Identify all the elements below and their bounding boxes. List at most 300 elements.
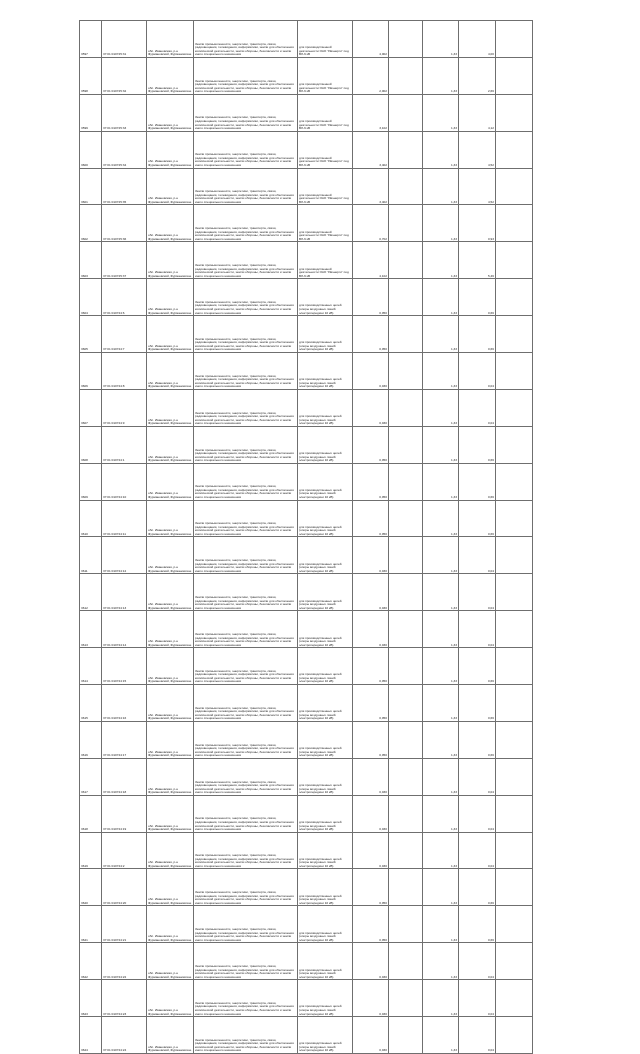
permitted-use-cell: для производственных целей (опоры воздушных линий электропередачи 10 кВ) [298,685,353,722]
land-category-cell: Земли промышленности, энергетики, транспорта, связи, радиовещания, телевидения, информатики, земли для обеспечения космической деятельности, земли обороны, безопасности и земли иного специального назначения [194,279,298,316]
area-cell: 0,030 [353,795,389,832]
empty-cell [496,648,533,685]
rate-cell: 1,33 [423,537,459,574]
permitted-use-cell: для производственных целей (опоры воздушных линий электропередачи 10 кВ) [298,426,353,463]
empty-cell [496,316,533,353]
address-cell: обл. Ивановская, р-н Фурмановский, Фурмановское [147,57,194,94]
area-cell: 0,030 [353,943,389,980]
cadastral-number-cell: 37:01:010724:23 [102,980,147,1017]
rate-cell: 1,33 [423,869,459,906]
address-cell: обл. Ивановская, р-н Фурмановский, Фурмановское [147,463,194,500]
empty-cell [496,906,533,943]
address-cell: обл. Ивановская, р-н Фурмановский, Фурмановское [147,980,194,1017]
address-cell: обл. Ивановская, р-н Фурмановский, Фурмановское [147,131,194,168]
rate-cell: 1,33 [423,721,459,758]
sum-cell: 0,04 [459,832,496,869]
rate-cell: 1,33 [423,574,459,611]
row-number-cell: 3604 [80,279,102,316]
cadastral-number-cell: 37:01:010724:20 [102,869,147,906]
land-category-cell: Земли промышленности, энергетики, транспорта, связи, радиовещания, телевидения, информатики, земли для обеспечения космической деятельности, земли обороны, безопасности и земли иного специального назначения [194,537,298,574]
address-cell: обл. Ивановская, р-н Фурмановский, Фурмановское [147,685,194,722]
table-row [80,57,533,94]
sum-cell: 0,04 [459,353,496,390]
table-row [80,537,533,574]
permitted-use-cell: для производственных целей (опоры воздушных линий электропередачи 10 кВ) [298,279,353,316]
table-row [80,389,533,426]
empty-cell [389,94,423,131]
table-row [80,1017,533,1054]
land-category-cell: Земли промышленности, энергетики, транспорта, связи, радиовещания, телевидения, информатики, земли для обеспечения космической деятельности, земли обороны, безопасности и земли иного специального назначения [194,500,298,537]
row-number-cell: 3620 [80,869,102,906]
sum-cell: 0,66 [459,869,496,906]
empty-cell [389,279,423,316]
table-row [80,353,533,390]
permitted-use-cell: для производственных целей (опоры воздушных линий электропередачи 10 кВ) [298,648,353,685]
land-category-cell: Земли промышленности, энергетики, транспорта, связи, радиовещания, телевидения, информатики, земли для обеспечения космической деятельности, земли обороны, безопасности и земли иного специального назначения [194,389,298,426]
sum-cell: 0,66 [459,685,496,722]
area-cell: 0,050 [353,426,389,463]
rate-cell: 1,33 [423,758,459,795]
cadastral-number-cell: 37:01:010724:14 [102,611,147,648]
sum-cell: 0,66 [459,316,496,353]
land-category-cell: Земли промышленности, энергетики, транспорта, связи, радиовещания, телевидения, информатики, земли для обеспечения космической деятельности, земли обороны, безопасности и земли иного специального назначения [194,648,298,685]
area-cell: 0,050 [353,721,389,758]
empty-cell [496,832,533,869]
empty-cell [389,389,423,426]
land-category-cell: Земли промышленности, энергетики, транспорта, связи, радиовещания, телевидения, информатики, земли для обеспечения космической деятельности, земли обороны, безопасности и земли иного специального назначения [194,721,298,758]
sum-cell: 0,66 [459,500,496,537]
permitted-use-cell: для производственной деятельности ОАО "Ивэнерго" под ВЛ-6 кВ [298,21,353,58]
empty-cell [389,980,423,1017]
empty-cell [496,537,533,574]
rate-cell: 1,33 [423,389,459,426]
permitted-use-cell: для производственной деятельности ОАО "Ивэнерго" под ВЛ-6 кВ [298,168,353,205]
empty-cell [389,537,423,574]
empty-cell [389,574,423,611]
empty-cell [389,353,423,390]
empty-cell [496,21,533,58]
sum-cell: 0,66 [459,648,496,685]
table-row [80,685,533,722]
row-number-cell: 3601 [80,168,102,205]
rate-cell: 1,33 [423,168,459,205]
table-row [80,279,533,316]
permitted-use-cell: для производственных целей (опоры воздушных линий электропередачи 10 кВ) [298,389,353,426]
empty-cell [496,205,533,242]
cadastral-number-cell: 37:01:010724:12 [102,537,147,574]
land-category-cell: Земли промышленности, энергетики, транспорта, связи, радиовещания, телевидения, информатики, земли для обеспечения космической деятельности, земли обороны, безопасности и земли иного специального назначения [194,906,298,943]
sum-cell: 0,66 [459,426,496,463]
rate-cell: 1,33 [423,795,459,832]
cadastral-number-cell: 37:01:010724:21 [102,906,147,943]
row-number-cell: 3615 [80,685,102,722]
table-row [80,574,533,611]
cadastral-number-cell: 37:01:010724:6 [102,279,147,316]
land-category-cell: Земли промышленности, энергетики, транспорта, связи, радиовещания, телевидения, информатики, земли для обеспечения космической деятельности, земли обороны, безопасности и земли иного специального назначения [194,943,298,980]
land-category-cell: Земли промышленности, энергетики, транспорта, связи, радиовещания, телевидения, информатики, земли для обеспечения космической деятельности, земли обороны, безопасности и земли иного специального назначения [194,21,298,58]
empty-cell [389,463,423,500]
area-cell: 4,002 [353,21,389,58]
empty-cell [496,279,533,316]
empty-cell [496,1017,533,1054]
empty-cell [496,574,533,611]
address-cell: обл. Ивановская, р-н Фурмановский, Фурмановское [147,168,194,205]
permitted-use-cell: для производственной деятельности ОАО "Ивэнерго" под ВЛ-6 кВ [298,131,353,168]
permitted-use-cell: для производственных целей (опоры воздушных линий электропередачи 10 кВ) [298,758,353,795]
cadastral-number-cell: 37:01:010724:17 [102,721,147,758]
table-row [80,131,533,168]
land-category-cell: Земли промышленности, энергетики, транспорта, связи, радиовещания, телевидения, информатики, земли для обеспечения космической деятельности, земли обороны, безопасности и земли иного специального назначения [194,611,298,648]
rate-cell: 1,33 [423,463,459,500]
sum-cell: 4,52 [459,131,496,168]
empty-cell [496,168,533,205]
empty-cell [496,721,533,758]
cadastral-number-cell: 37:01:010724:11 [102,500,147,537]
permitted-use-cell: для производственной деятельности ОАО "Ивэнерго" под ВЛ-6 кВ [298,205,353,242]
cadastral-number-cell: 37:01:010724:22 [102,943,147,980]
permitted-use-cell: для производственных целей (опоры воздушных линий электропередачи 10 кВ) [298,611,353,648]
row-number-cell: 3606 [80,353,102,390]
permitted-use-cell: для производственных целей (опоры воздушных линий электропередачи 10 кВ) [298,316,353,353]
cadastral-number-cell: 37:01:010725:31 [102,21,147,58]
empty-cell [496,353,533,390]
sum-cell: 0,04 [459,389,496,426]
rate-cell: 1,33 [423,980,459,1017]
address-cell: обл. Ивановская, р-н Фурмановский, Фурмановское [147,94,194,131]
permitted-use-cell: для производственных целей (опоры воздушных линий электропередачи 10 кВ) [298,1017,353,1054]
table-row [80,500,533,537]
address-cell: обл. Ивановская, р-н Фурмановский, Фурмановское [147,721,194,758]
rate-cell: 1,33 [423,353,459,390]
empty-cell [389,205,423,242]
land-category-cell: Земли промышленности, энергетики, транспорта, связи, радиовещания, телевидения, информатики, земли для обеспечения космической деятельности, земли обороны, безопасности и земли иного специального назначения [194,57,298,94]
address-cell: обл. Ивановская, р-н Фурмановский, Фурмановское [147,1017,194,1054]
cadastral-number-cell: 37:01:010725:37 [102,242,147,279]
table-row [80,980,533,1017]
empty-cell [389,500,423,537]
sum-cell: 0,93 [459,205,496,242]
table-row [80,869,533,906]
area-cell: 0,030 [353,758,389,795]
row-number-cell: 3624 [80,1017,102,1054]
address-cell: обл. Ивановская, р-н Фурмановский, Фурмановское [147,279,194,316]
table-row [80,463,533,500]
row-number-cell: 3612 [80,574,102,611]
cadastral-number-cell: 37:01:010724:15 [102,648,147,685]
empty-cell [496,426,533,463]
empty-cell [389,21,423,58]
rate-cell: 1,33 [423,279,459,316]
rate-cell: 1,33 [423,943,459,980]
rate-cell: 1,33 [423,648,459,685]
address-cell: обл. Ивановская, р-н Фурмановский, Фурмановское [147,316,194,353]
address-cell: обл. Ивановская, р-н Фурмановский, Фурмановское [147,943,194,980]
empty-cell [389,832,423,869]
permitted-use-cell: для производственных целей (опоры воздушных линий электропередачи 10 кВ) [298,980,353,1017]
area-cell: 0,030 [353,611,389,648]
cadastral-number-cell: 37:01:010724:18 [102,758,147,795]
permitted-use-cell: для производственной деятельности ОАО "Ивэнерго" под ВЛ-6 кВ [298,57,353,94]
row-number-cell: 3614 [80,648,102,685]
rate-cell: 1,33 [423,205,459,242]
cadastral-number-cell: 37:01:010725:33 [102,94,147,131]
table-row [80,94,533,131]
sum-cell: 5,46 [459,242,496,279]
empty-cell [389,426,423,463]
area-cell: 0,030 [353,1017,389,1054]
row-number-cell: 3617 [80,758,102,795]
address-cell: обл. Ивановская, р-н Фурмановский, Фурмановское [147,906,194,943]
row-number-cell: 3605 [80,316,102,353]
land-category-cell: Земли промышленности, энергетики, транспорта, связи, радиовещания, телевидения, информатики, земли для обеспечения космической деятельности, земли обороны, безопасности и земли иного специального назначения [194,316,298,353]
empty-cell [389,721,423,758]
area-cell: 0,050 [353,648,389,685]
land-category-cell: Земли промышленности, энергетики, транспорта, связи, радиовещания, телевидения, информатики, земли для обеспечения космической деятельности, земли обороны, безопасности и земли иного специального назначения [194,205,298,242]
empty-cell [389,242,423,279]
sum-cell: 0,04 [459,537,496,574]
address-cell: обл. Ивановская, р-н Фурмановский, Фурмановское [147,648,194,685]
empty-cell [496,758,533,795]
permitted-use-cell: для производственных целей (опоры воздушных линий электропередачи 10 кВ) [298,943,353,980]
row-number-cell: 3613 [80,611,102,648]
permitted-use-cell: для производственных целей (опоры воздушных линий электропередачи 10 кВ) [298,463,353,500]
empty-cell [496,57,533,94]
table-row [80,795,533,832]
rate-cell: 1,33 [423,906,459,943]
empty-cell [389,648,423,685]
address-cell: обл. Ивановская, р-н Фурмановский, Фурмановское [147,242,194,279]
table-row [80,426,533,463]
area-cell: 0,050 [353,869,389,906]
address-cell: обл. Ивановская, р-н Фурмановский, Фурмановское [147,832,194,869]
cadastral-number-cell: 37:01:010724:7 [102,316,147,353]
empty-cell [496,685,533,722]
sum-cell: 0,04 [459,611,496,648]
sum-cell: 4,52 [459,168,496,205]
land-category-cell: Земли промышленности, энергетики, транспорта, связи, радиовещания, телевидения, информатики, земли для обеспечения космической деятельности, земли обороны, безопасности и земли иного специального назначения [194,168,298,205]
permitted-use-cell: для производственных целей (опоры воздушных линий электропередачи 10 кВ) [298,574,353,611]
land-category-cell: Земли промышленности, энергетики, транспорта, связи, радиовещания, телевидения, информатики, земли для обеспечения космической деятельности, земли обороны, безопасности и земли иного специального назначения [194,869,298,906]
sum-cell: 0,04 [459,758,496,795]
address-cell: обл. Ивановская, р-н Фурмановский, Фурмановское [147,500,194,537]
land-category-cell: Земли промышленности, энергетики, транспорта, связи, радиовещания, телевидения, информатики, земли для обеспечения космической деятельности, земли обороны, безопасности и земли иного специального назначения [194,832,298,869]
empty-cell [496,242,533,279]
land-category-cell: Земли промышленности, энергетики, транспорта, связи, радиовещания, телевидения, информатики, земли для обеспечения космической деятельности, земли обороны, безопасности и земли иного специального назначения [194,94,298,131]
table-row [80,906,533,943]
land-category-cell: Земли промышленности, энергетики, транспорта, связи, радиовещания, телевидения, информатики, земли для обеспечения космической деятельности, земли обороны, безопасности и земли иного специального назначения [194,795,298,832]
empty-cell [389,758,423,795]
area-cell: 4,102 [353,242,389,279]
row-number-cell: 3600 [80,131,102,168]
permitted-use-cell: для производственных целей (опоры воздушных линий электропередачи 10 кВ) [298,721,353,758]
sum-cell: 4,12 [459,94,496,131]
sum-cell: 0,04 [459,943,496,980]
sum-cell: 0,66 [459,463,496,500]
row-number-cell: 3599 [80,94,102,131]
cadastral-number-cell: 37:01:010724:13 [102,574,147,611]
table-row [80,205,533,242]
row-number-cell: 3621 [80,906,102,943]
cadastral-number-cell: 37:01:010725:36 [102,205,147,242]
cadastral-number-cell: 37:01:010724:8 [102,353,147,390]
permitted-use-cell: для производственных целей (опоры воздушных линий электропередачи 10 кВ) [298,353,353,390]
sum-cell: 0,66 [459,279,496,316]
area-cell: 3,402 [353,168,389,205]
area-cell: 3,402 [353,131,389,168]
area-cell: 2,002 [353,57,389,94]
table-row [80,721,533,758]
land-category-cell: Земли промышленности, энергетики, транспорта, связи, радиовещания, телевидения, информатики, земли для обеспечения космической деятельности, земли обороны, безопасности и земли иного специального назначения [194,242,298,279]
sum-cell: 0,04 [459,1017,496,1054]
permitted-use-cell: для производственной деятельности ОАО "Ивэнерго" под ВЛ-6 кВ [298,242,353,279]
empty-cell [389,943,423,980]
rate-cell: 1,33 [423,94,459,131]
row-number-cell: 3609 [80,463,102,500]
cadastral-number-cell: 37:01:010724:10 [102,463,147,500]
sum-cell: 4,00 [459,21,496,58]
row-number-cell: 3616 [80,721,102,758]
cadastral-number-cell: 37:01:010724:2 [102,832,147,869]
permitted-use-cell: для производственных целей (опоры воздушных линий электропередачи 10 кВ) [298,795,353,832]
area-cell: 0,050 [353,500,389,537]
permitted-use-cell: для производственных целей (опоры воздушных линий электропередачи 10 кВ) [298,869,353,906]
land-category-cell: Земли промышленности, энергетики, транспорта, связи, радиовещания, телевидения, информатики, земли для обеспечения космической деятельности, земли обороны, безопасности и земли иного специального назначения [194,1017,298,1054]
permitted-use-cell: для производственных целей (опоры воздушных линий электропередачи 10 кВ) [298,832,353,869]
cadastral-number-cell: 37:01:010725:34 [102,131,147,168]
land-category-cell: Земли промышленности, энергетики, транспорта, связи, радиовещания, телевидения, информатики, земли для обеспечения космической деятельности, земли обороны, безопасности и земли иного специального назначения [194,426,298,463]
cadastral-number-cell: 37:01:010724:24 [102,1017,147,1054]
register-sheet [79,20,532,1054]
area-cell: 0,050 [353,463,389,500]
address-cell: обл. Ивановская, р-н Фурмановский, Фурмановское [147,426,194,463]
land-category-cell: Земли промышленности, энергетики, транспорта, связи, радиовещания, телевидения, информатики, земли для обеспечения космической деятельности, земли обороны, безопасности и земли иного специального назначения [194,685,298,722]
land-category-cell: Земли промышленности, энергетики, транспорта, связи, радиовещания, телевидения, информатики, земли для обеспечения космической деятельности, земли обороны, безопасности и земли иного специального назначения [194,980,298,1017]
address-cell: обл. Ивановская, р-н Фурмановский, Фурмановское [147,574,194,611]
land-plot-table [79,20,533,1054]
land-category-cell: Земли промышленности, энергетики, транспорта, связи, радиовещания, телевидения, информатики, земли для обеспечения космической деятельности, земли обороны, безопасности и земли иного специального назначения [194,353,298,390]
address-cell: обл. Ивановская, р-н Фурмановский, Фурмановское [147,869,194,906]
area-cell: 0,050 [353,316,389,353]
area-cell: 3,102 [353,94,389,131]
empty-cell [496,869,533,906]
table-row [80,242,533,279]
cadastral-number-cell: 37:01:010725:32 [102,57,147,94]
land-category-cell: Земли промышленности, энергетики, транспорта, связи, радиовещания, телевидения, информатики, земли для обеспечения космической деятельности, земли обороны, безопасности и земли иного специального назначения [194,131,298,168]
rate-cell: 1,33 [423,500,459,537]
area-cell: 0,702 [353,205,389,242]
row-number-cell: 3619 [80,832,102,869]
rate-cell: 1,33 [423,685,459,722]
row-number-cell: 3618 [80,795,102,832]
address-cell: обл. Ивановская, р-н Фурмановский, Фурмановское [147,611,194,648]
area-cell: 0,030 [353,832,389,869]
empty-cell [389,131,423,168]
address-cell: обл. Ивановская, р-н Фурмановский, Фурмановское [147,795,194,832]
row-number-cell: 3597 [80,21,102,58]
area-cell: 0,030 [353,980,389,1017]
land-category-cell: Земли промышленности, энергетики, транспорта, связи, радиовещания, телевидения, информатики, земли для обеспечения космической деятельности, земли обороны, безопасности и земли иного специального назначения [194,758,298,795]
cadastral-number-cell: 37:01:010724:9 [102,389,147,426]
table-row [80,832,533,869]
sum-cell: 0,04 [459,574,496,611]
empty-cell [389,168,423,205]
permitted-use-cell: для производственных целей (опоры воздушных линий электропередачи 10 кВ) [298,500,353,537]
area-cell: 0,030 [353,353,389,390]
table-row [80,611,533,648]
empty-cell [496,611,533,648]
area-cell: 0,030 [353,389,389,426]
row-number-cell: 3598 [80,57,102,94]
empty-cell [496,94,533,131]
sum-cell: 0,66 [459,906,496,943]
permitted-use-cell: для производственных целей (опоры воздушных линий электропередачи 10 кВ) [298,537,353,574]
empty-cell [496,463,533,500]
area-cell: 0,030 [353,537,389,574]
empty-cell [496,943,533,980]
permitted-use-cell: для производственной деятельности ОАО "Ивэнерго" под ВЛ-6 кВ [298,94,353,131]
empty-cell [389,869,423,906]
land-category-cell: Земли промышленности, энергетики, транспорта, связи, радиовещания, телевидения, информатики, земли для обеспечения космической деятельности, земли обороны, безопасности и земли иного специального назначения [194,463,298,500]
empty-cell [389,906,423,943]
row-number-cell: 3608 [80,426,102,463]
empty-cell [496,131,533,168]
empty-cell [496,389,533,426]
table-row [80,648,533,685]
rate-cell: 1,33 [423,611,459,648]
rate-cell: 1,33 [423,57,459,94]
empty-cell [389,795,423,832]
row-number-cell: 3623 [80,980,102,1017]
permitted-use-cell: для производственных целей (опоры воздушных линий электропередачи 10 кВ) [298,906,353,943]
table-row [80,758,533,795]
cadastral-number-cell: 37:01:010724:1 [102,426,147,463]
sum-cell: 0,04 [459,795,496,832]
row-number-cell: 3622 [80,943,102,980]
empty-cell [389,57,423,94]
empty-cell [389,1017,423,1054]
rate-cell: 1,33 [423,1017,459,1054]
row-number-cell: 3607 [80,389,102,426]
area-cell: 0,030 [353,574,389,611]
area-cell: 0,050 [353,685,389,722]
cadastral-number-cell: 37:01:010724:16 [102,685,147,722]
empty-cell [389,611,423,648]
area-cell: 0,050 [353,279,389,316]
rate-cell: 1,33 [423,832,459,869]
address-cell: обл. Ивановская, р-н Фурмановский, Фурмановское [147,537,194,574]
table-row [80,168,533,205]
table-body [80,21,533,1054]
empty-cell [496,980,533,1017]
empty-cell [389,685,423,722]
rate-cell: 1,33 [423,426,459,463]
row-number-cell: 3610 [80,500,102,537]
empty-cell [496,795,533,832]
row-number-cell: 3603 [80,242,102,279]
sum-cell: 2,66 [459,57,496,94]
empty-cell [389,316,423,353]
area-cell: 0,050 [353,906,389,943]
land-category-cell: Земли промышленности, энергетики, транспорта, связи, радиовещания, телевидения, информатики, земли для обеспечения космической деятельности, земли обороны, безопасности и земли иного специального назначения [194,574,298,611]
address-cell: обл. Ивановская, р-н Фурмановский, Фурмановское [147,389,194,426]
rate-cell: 1,33 [423,242,459,279]
rate-cell: 1,33 [423,316,459,353]
address-cell: обл. Ивановская, р-н Фурмановский, Фурмановское [147,21,194,58]
cadastral-number-cell: 37:01:010724:19 [102,795,147,832]
address-cell: обл. Ивановская, р-н Фурмановский, Фурмановское [147,758,194,795]
row-number-cell: 3602 [80,205,102,242]
rate-cell: 1,33 [423,21,459,58]
